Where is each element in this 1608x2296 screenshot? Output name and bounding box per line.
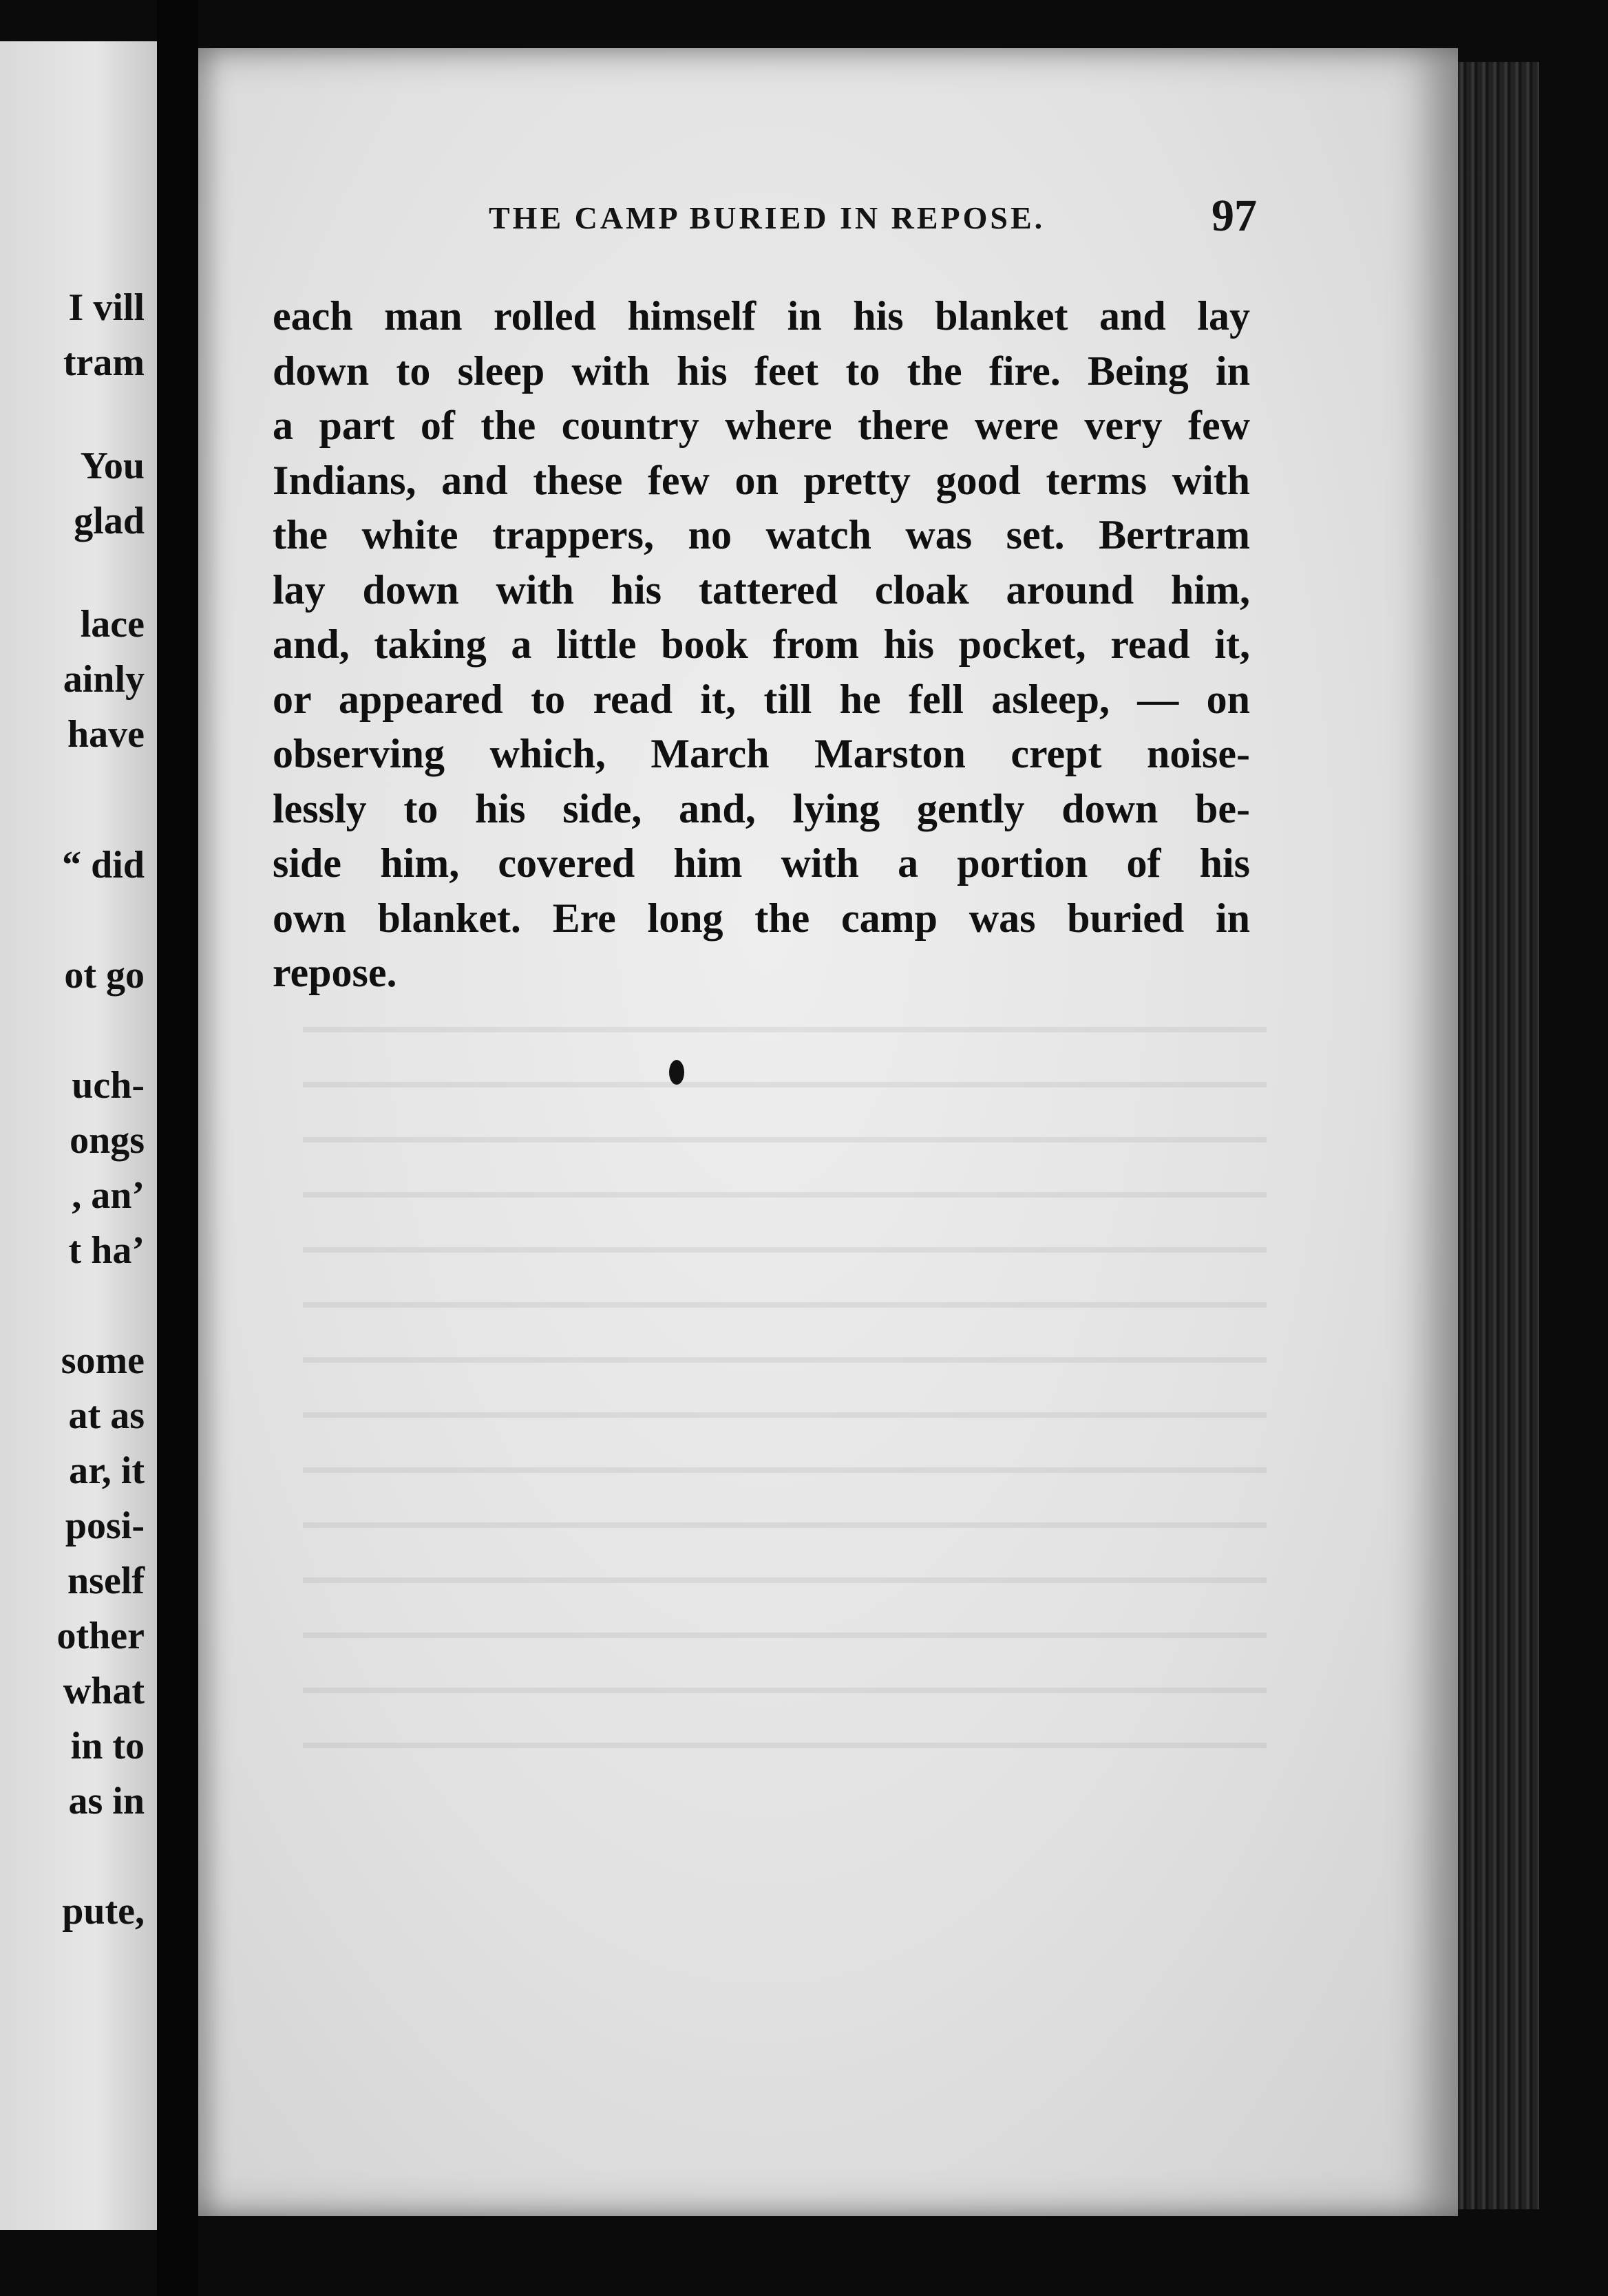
left-page-fragment: some [61, 1339, 145, 1382]
text-line: Indians, and these few on pretty good terms with [273, 457, 1250, 503]
text-line: or appeared to read it, till he fell asleep, — on [273, 676, 1250, 722]
left-page-fragment: lace [80, 603, 145, 646]
left-page-fragment: posi- [65, 1505, 145, 1547]
body-paragraph [273, 289, 1250, 1001]
left-page-fragment: ongs [70, 1119, 145, 1162]
text-line: repose. [273, 950, 397, 995]
section-end-ornament [669, 1060, 684, 1085]
text-line: observing which, March Marston crept noise- [273, 731, 1250, 776]
reverse-side-bleed-through [303, 991, 1267, 1776]
page-number: 97 [1212, 191, 1257, 241]
text-line: own blanket. Ere long the camp was buried in [273, 895, 1250, 941]
text-line: lessly to his side, and, lying gently down be- [273, 785, 1250, 831]
left-page-fragment: what [63, 1670, 145, 1712]
left-page-fragment: ot go [64, 954, 145, 997]
text-line: and, taking a little book from his pocket, read it, [273, 621, 1250, 667]
book-gutter [157, 0, 198, 2296]
chapter-running-title: THE CAMP BURIED IN REPOSE. [489, 200, 1046, 235]
left-page-fragment: have [67, 713, 145, 756]
left-page-fragment: other [56, 1615, 145, 1657]
left-page-fragment: “ did [62, 844, 145, 886]
left-page-fragment: You [80, 445, 145, 487]
text-line: down to sleep with his feet to the fire. Being in [273, 348, 1250, 394]
left-page-fragment: in to [70, 1725, 145, 1767]
text-line: the white trappers, no watch was set. Bertram [273, 512, 1250, 557]
left-page-fragment: ar, it [69, 1449, 145, 1492]
page-edges-stack [1458, 62, 1539, 2209]
left-page-fragment: ainly [63, 658, 145, 701]
left-page-fragment: uch- [72, 1064, 145, 1107]
left-page-fragment: t ha’ [68, 1229, 145, 1272]
text-line: side him, covered him with a portion of his [273, 840, 1250, 886]
text-line: lay down with his tattered cloak around him, [273, 566, 1250, 613]
left-page-fragment: as in [68, 1780, 145, 1822]
left-page-fragment: nself [67, 1560, 145, 1602]
left-page-fragment: I vill [68, 286, 145, 329]
text-line: each man rolled himself in his blanket and lay [273, 293, 1250, 339]
left-page-fragment: glad [74, 500, 145, 542]
text-line: a part of the country where there were very few [273, 403, 1250, 448]
left-page-fragment: at as [68, 1394, 145, 1437]
left-page-fragment: pute, [62, 1890, 145, 1933]
left-page-fragment: , an’ [72, 1174, 145, 1217]
left-page-fragment: tram [63, 341, 145, 384]
left-facing-page [0, 41, 157, 2230]
